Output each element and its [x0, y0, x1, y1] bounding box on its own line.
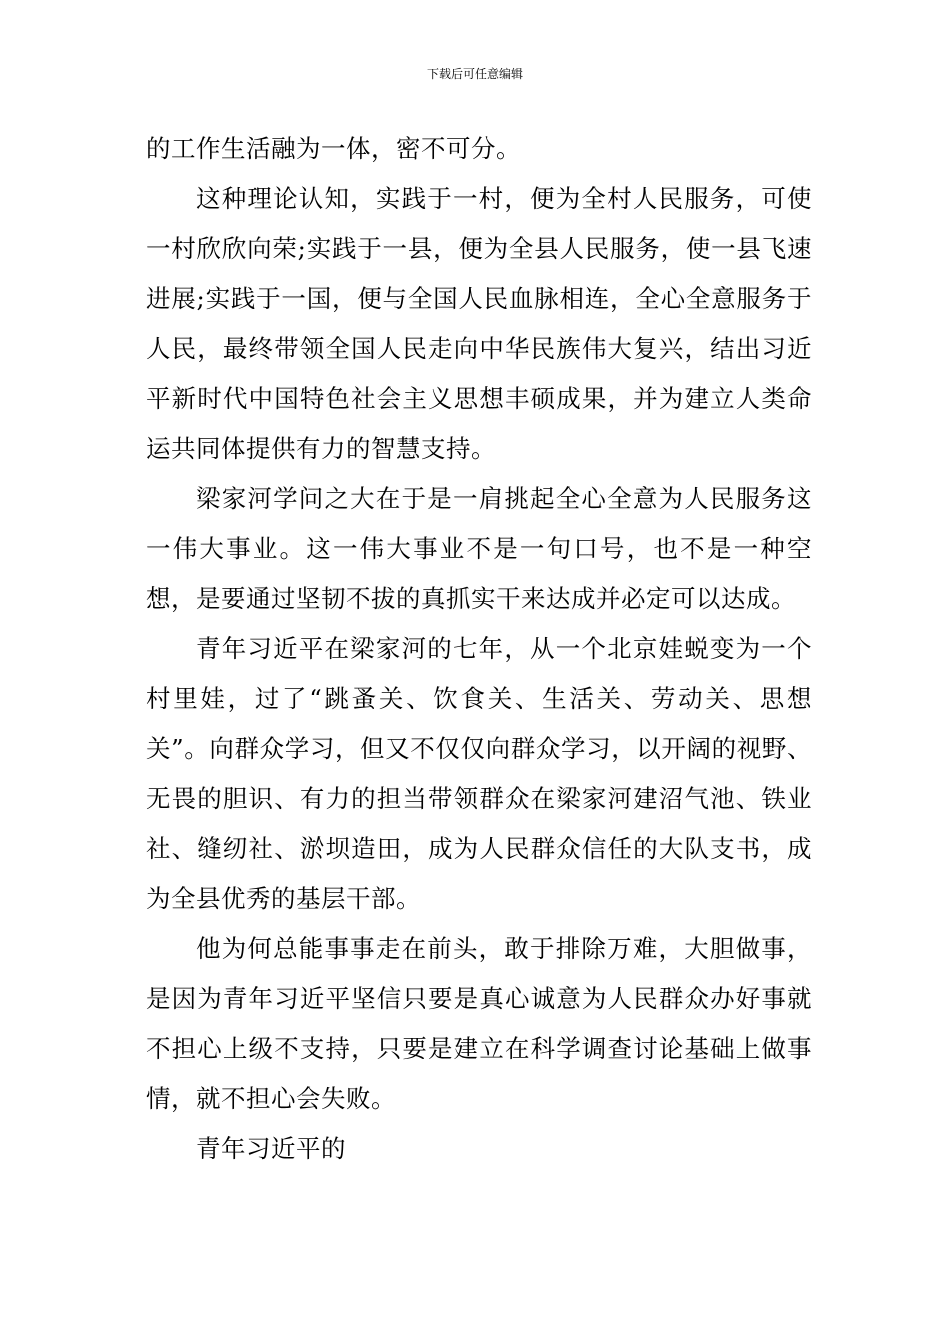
paragraph-continuation: 的工作生活融为一体，密不可分。 — [146, 134, 521, 163]
paragraph: 这种理论认知，实践于一村，便为全村人民服务，可使一村欣欣向荣;实践于一县，便为全县人民服务，使一县飞速进展;实践于一国，便与全国人民血脉相连，全心全意服务于人民，最终带领全国人民走向中华民族伟大复兴，结出习近平新时代中国特色社会主义思想丰硕成果，并为建立人类命运共同体提供有力的智慧支持。 — [146, 184, 812, 463]
document-body — [146, 124, 812, 1174]
page-header: 下载后可任意编辑 — [426, 67, 523, 81]
paragraph: 青年习近平在梁家河的七年，从一个北京娃蜕变为一个村里娃，过了“跳蚤关、饮食关、生活关、劳动关、思想关”。向群众学习，但又不仅仅向群众学习，以开阔的视野、无畏的胆识、有力的担当带领群众在梁家河建沼气池、铁业社、缝纫社、淤坝造田，成为人民群众信任的大队支书，成为全县优秀的基层干部。 — [146, 634, 812, 913]
paragraph: 青年习近平的 — [196, 1134, 346, 1163]
paragraph: 梁家河学问之大在于是一肩挑起全心全意为人民服务这一伟大事业。这一伟大事业不是一句口号，也不是一种空想，是要通过坚韧不拔的真抓实干来达成并必定可以达成。 — [146, 484, 812, 613]
paragraph: 他为何总能事事走在前头，敢于排除万难，大胆做事，是因为青年习近平坚信只要是真心诚意为人民群众办好事就不担心上级不支持，只要是建立在科学调查讨论基础上做事情，就不担心会失败。 — [146, 934, 812, 1113]
